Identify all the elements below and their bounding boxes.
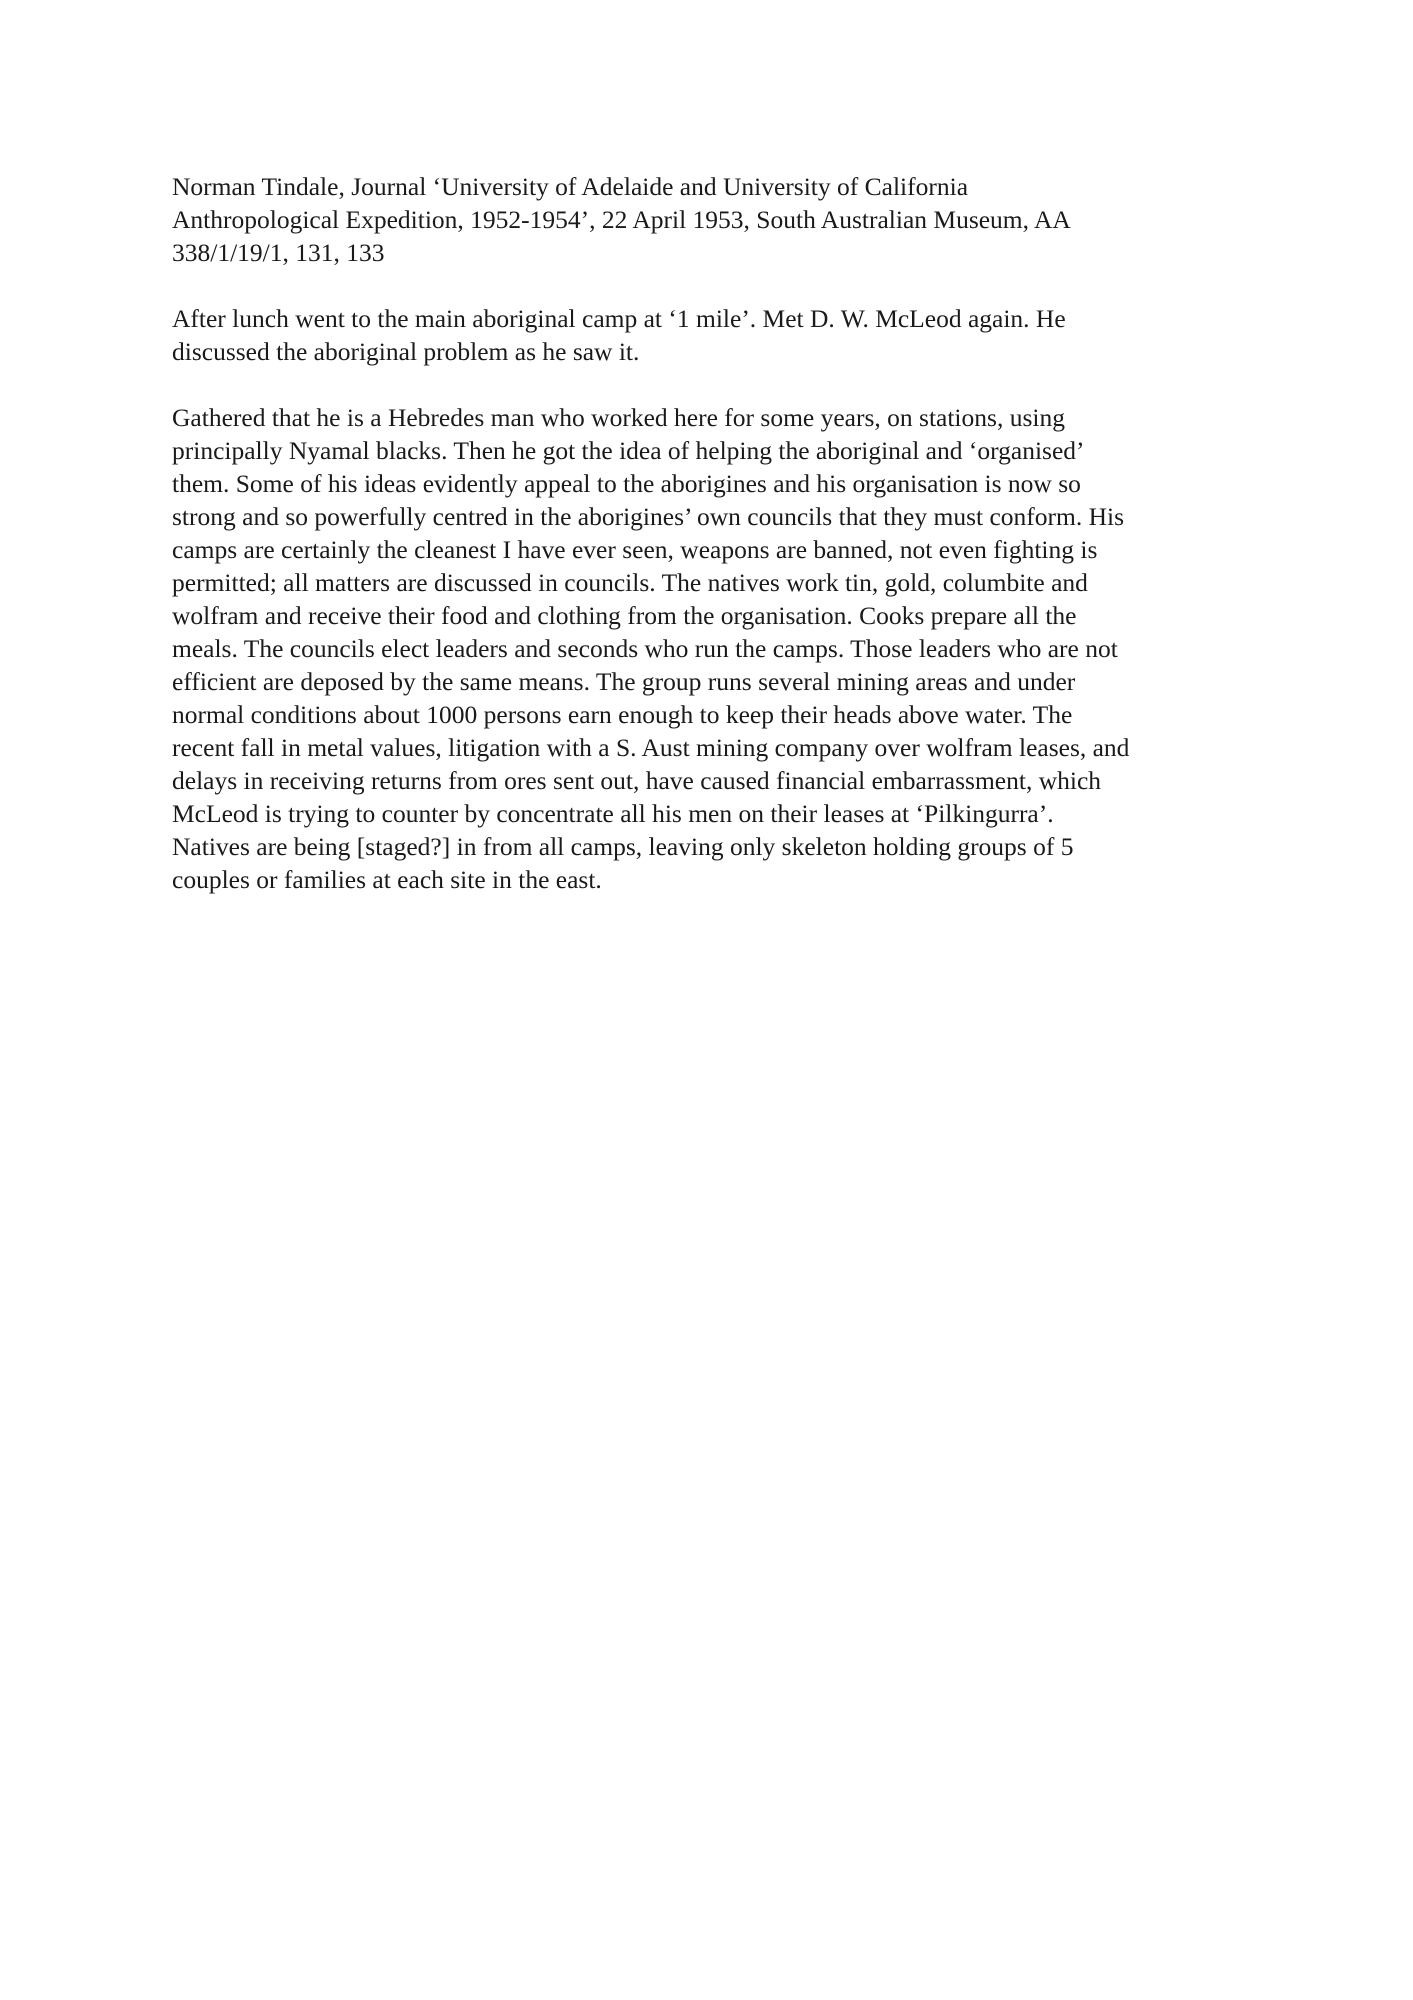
paragraph-line: wolfram and receive their food and clothing from the organisation. Cooks prepare all the <box>172 601 1077 630</box>
paragraph-line: Gathered that he is a Hebredes man who worked here for some years, on stations, using <box>172 403 1065 432</box>
paragraph-line: discussed the aboriginal problem as he saw it. <box>172 337 640 366</box>
paragraph-line: delays in receiving returns from ores sent out, have caused financial embarrassment, which <box>172 766 1102 795</box>
citation-line: Norman Tindale, Journal ‘University of Adelaide and University of California <box>172 172 969 201</box>
paragraph-line: meals. The councils elect leaders and seconds who run the camps. Those leaders who are not <box>172 634 1118 663</box>
paragraph-line: principally Nyamal blacks. Then he got the idea of helping the aboriginal and ‘organised’ <box>172 436 1085 465</box>
paragraph-line: efficient are deposed by the same means. The group runs several mining areas and under <box>172 667 1076 696</box>
citation-line: 338/1/19/1, 131, 133 <box>172 238 385 267</box>
paragraph-line: strong and so powerfully centred in the aborigines’ own councils that they must conform. His <box>172 502 1125 531</box>
paragraph-line: After lunch went to the main aboriginal camp at ‘1 mile’. Met D. W. McLeod again. He <box>172 304 1066 333</box>
paragraph-line: McLeod is trying to counter by concentrate all his men on their leases at ‘Pilkingurra’. <box>172 799 1054 828</box>
paragraph-line: normal conditions about 1000 persons earn enough to keep their heads above water. The <box>172 700 1073 729</box>
paragraph-line: camps are certainly the cleanest I have ever seen, weapons are banned, not even fighting is <box>172 535 1098 564</box>
paragraph-line: recent fall in metal values, litigation with a S. Aust mining company over wolfram leases, and <box>172 733 1130 762</box>
citation-paragraph <box>172 170 1252 269</box>
paragraph-line: permitted; all matters are discussed in councils. The natives work tin, gold, columbite and <box>172 568 1088 597</box>
citation-line: Anthropological Expedition, 1952-1954’, 22 April 1953, South Australian Museum, AA <box>172 205 1071 234</box>
paragraph-line: them. Some of his ideas evidently appeal to the aborigines and his organisation is now so <box>172 469 1081 498</box>
journal-paragraph-1 <box>172 302 1252 368</box>
paragraph-line: Natives are being [staged?] in from all camps, leaving only skeleton holding groups of 5 <box>172 832 1074 861</box>
document-body <box>172 170 1252 929</box>
journal-paragraph-2 <box>172 401 1252 896</box>
paragraph-line: couples or families at each site in the east. <box>172 865 602 894</box>
